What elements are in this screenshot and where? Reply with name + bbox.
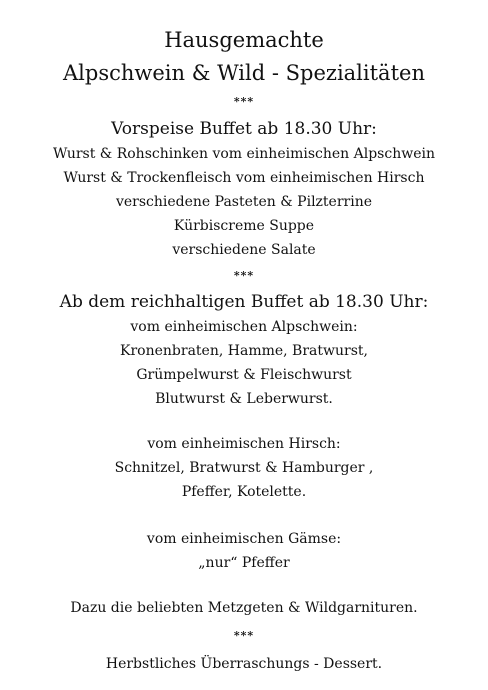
- main-heading: Ab dem reichhaltigen Buffet ab 18.30 Uhr:: [59, 292, 429, 312]
- separator: ***: [233, 269, 255, 282]
- chamois-item: „nur“ Pfeffer: [198, 555, 290, 571]
- pork-item: Blutwurst & Leberwurst.: [155, 391, 333, 407]
- deer-item: Schnitzel, Bratwurst & Hamburger ,: [114, 460, 374, 476]
- deer-item: Pfeffer, Kotelette.: [181, 484, 307, 500]
- pork-label: vom einheimischen Alpschwein:: [130, 319, 358, 335]
- separator: ***: [233, 95, 255, 108]
- starter-item: verschiedene Salate: [172, 242, 316, 258]
- starter-item: Kürbiscreme Suppe: [173, 218, 315, 234]
- pork-item: Grümpelwurst & Fleischwurst: [136, 367, 352, 383]
- title-line-1: Hausgemachte: [164, 28, 324, 52]
- garnish-note: Dazu die beliebten Metzgeten & Wildgarnituren.: [70, 600, 418, 616]
- pork-item: Kronenbraten, Hamme, Bratwurst,: [120, 343, 368, 359]
- starter-item: verschiedene Pasteten & Pilzterrine: [115, 194, 373, 210]
- chamois-label: vom einheimischen Gämse:: [146, 531, 342, 547]
- separator: ***: [233, 629, 255, 642]
- starter-item: Wurst & Trockenfleisch vom einheimischen Hirsch: [63, 170, 425, 186]
- starter-item: Wurst & Rohschinken vom einheimischen Alpschwein: [53, 146, 435, 162]
- title-line-2: Alpschwein & Wild - Spezialitäten: [63, 61, 425, 85]
- starter-heading: Vorspeise Buffet ab 18.30 Uhr:: [111, 119, 377, 139]
- deer-label: vom einheimischen Hirsch:: [147, 436, 341, 452]
- dessert: Herbstliches Überraschungs - Dessert.: [105, 656, 383, 672]
